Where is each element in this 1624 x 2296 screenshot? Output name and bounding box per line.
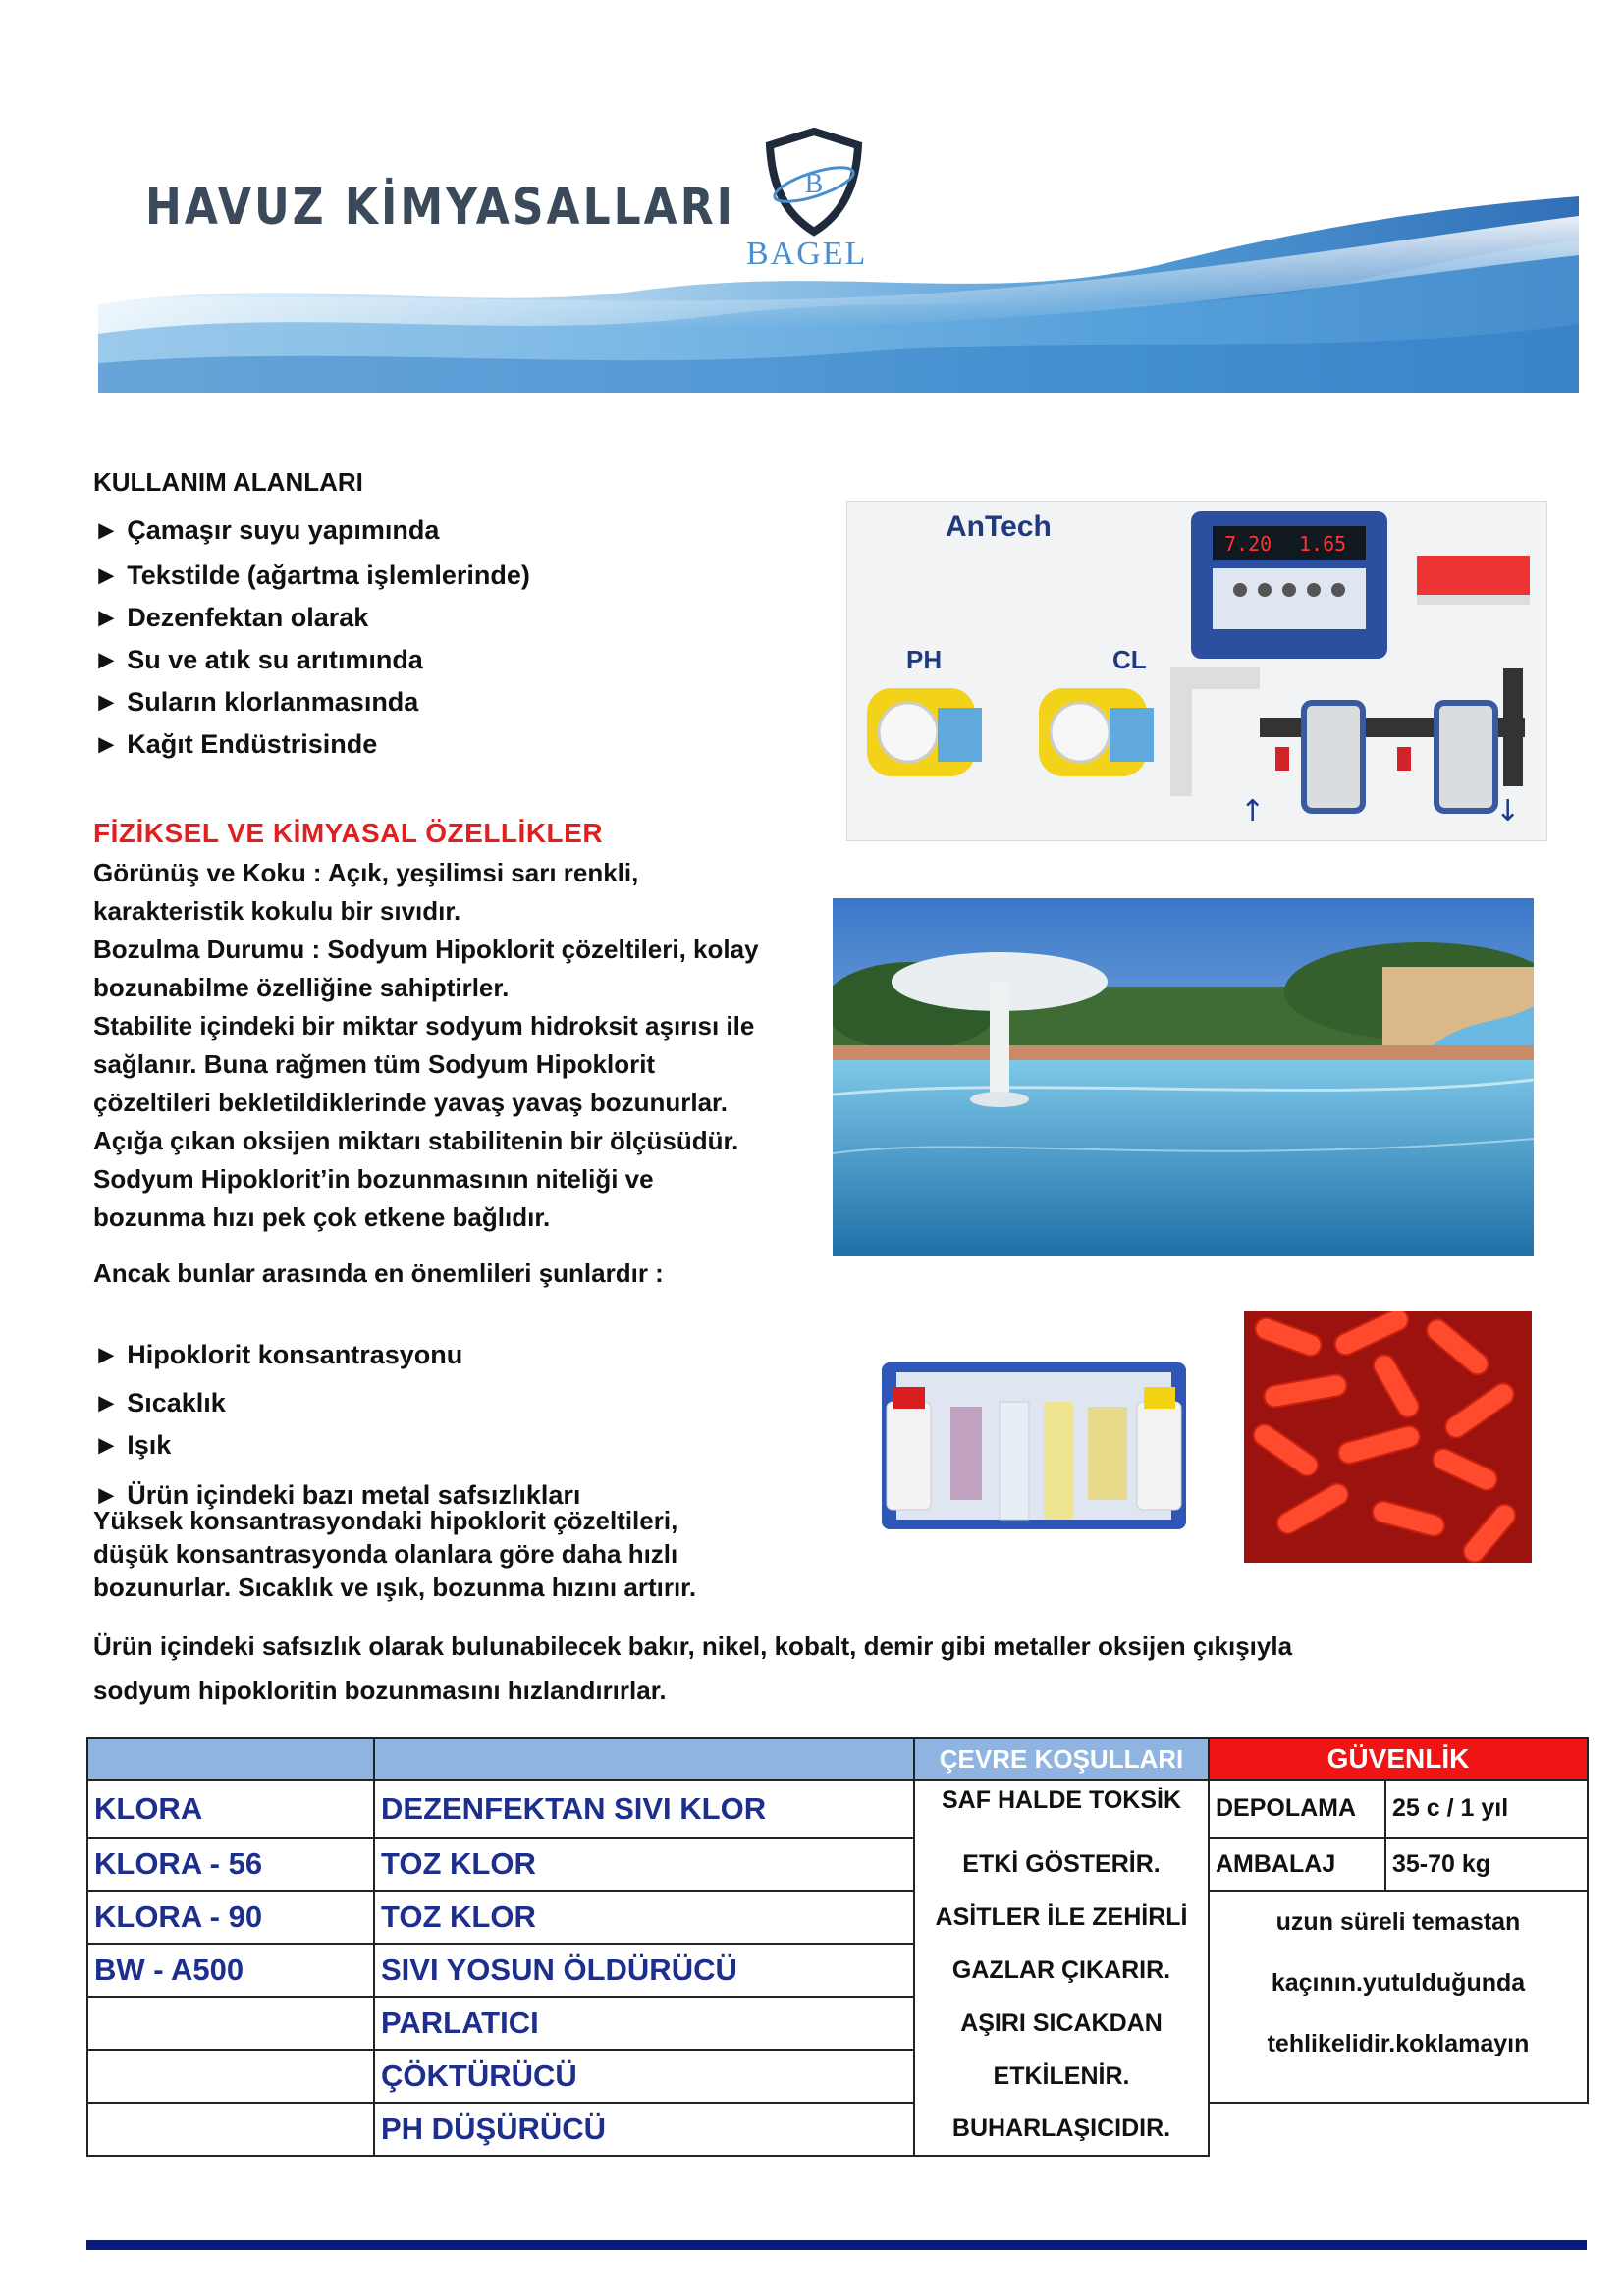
usage-item: ► Dezenfektan olarak <box>93 603 369 632</box>
paragraph-line: düşük konsantrasyonda olanlara göre daha hızlı <box>93 1539 678 1569</box>
usage-heading: KULLANIM ALANLARI <box>93 467 363 497</box>
paragraph-line: Bozulma Durumu : Sodyum Hipoklorit çözeltileri, kolay <box>93 934 759 964</box>
device-brand: AnTech <box>946 510 1052 543</box>
pool-photo <box>833 898 1534 1256</box>
factor-item: ► Hipoklorit konsantrasyonu <box>93 1340 463 1369</box>
paragraph-line: Ürün içindeki safsızlık olarak bulunabilecek bakır, nikel, kobalt, demir gibi metaller oksijen çıkışıyla <box>93 1631 1293 1661</box>
product-name: TOZ KLOR <box>374 1891 914 1944</box>
properties-paragraph <box>93 854 839 1237</box>
paragraph-line: Sodyum Hipoklorit’in bozunmasının niteliği ve <box>93 1164 654 1194</box>
properties-heading: FİZİKSEL VE KİMYASAL ÖZELLİKLER <box>93 818 604 848</box>
product-name: TOZ KLOR <box>374 1838 914 1891</box>
shield-logo-icon <box>762 128 866 238</box>
wide-paragraph <box>93 1625 1292 1713</box>
device-display-left: 7.20 <box>1224 532 1272 556</box>
dosing-device-image <box>846 501 1547 841</box>
table-empty-cell <box>1385 2103 1588 2156</box>
product-name: PH DÜŞÜRÜCÜ <box>374 2103 914 2156</box>
factor-item: ► Sıcaklık <box>93 1388 226 1417</box>
bacteria-photo <box>1244 1311 1532 1563</box>
paragraph-line: Yüksek konsantrasyondaki hipoklorit çözeltileri, <box>93 1506 678 1535</box>
usage-item: ► Su ve atık su arıtımında <box>93 645 423 674</box>
env-line: SAF HALDE TOKSİK <box>914 1780 1209 1838</box>
paragraph-line: karakteristik kokulu bir sıvıdır. <box>93 896 461 926</box>
product-code <box>87 2103 374 2156</box>
paragraph-line: bozunma hızı pek çok etkene bağlıdır. <box>93 1202 551 1232</box>
logo-text: BAGEL <box>746 236 868 272</box>
svg-text:↑: ↑ <box>1240 794 1266 828</box>
safety-note-line: kaçının.yutulduğunda <box>1271 1969 1526 1997</box>
product-code: KLORA - 90 <box>87 1891 374 1944</box>
after-paragraph <box>93 1504 696 1604</box>
product-code: KLORA - 56 <box>87 1838 374 1891</box>
paragraph-line: Stabilite içindeki bir miktar sodyum hidroksit aşırısı ile <box>93 1011 755 1041</box>
paragraph-line: sağlanır. Buna rağmen tüm Sodyum Hipoklorit <box>93 1049 656 1079</box>
storage-label: DEPOLAMA <box>1209 1780 1385 1838</box>
page-title: HAVUZ KİMYASALLARI <box>145 179 735 237</box>
usage-item: ► Kağıt Endüstrisinde <box>93 729 378 759</box>
table-header-blank <box>374 1738 914 1780</box>
factor-item: ► Ürün içindeki bazı metal safsızlıkları <box>93 1480 581 1510</box>
package-label: AMBALAJ <box>1209 1838 1385 1891</box>
safety-note-line: uzun süreli temastan <box>1275 1908 1521 1936</box>
factor-item: ► Işık <box>93 1430 172 1460</box>
product-name: DEZENFEKTAN SIVI KLOR <box>374 1780 914 1838</box>
product-code: BW - A500 <box>87 1944 374 1997</box>
usage-item: ► Suların klorlanmasında <box>93 687 419 717</box>
label-ph: PH <box>906 645 943 674</box>
env-header: ÇEVRE KOŞULLARI <box>914 1738 1209 1780</box>
test-kit-photo <box>842 1308 1219 1593</box>
logo-letter: B <box>804 169 824 199</box>
product-name: SIVI YOSUN ÖLDÜRÜCÜ <box>374 1944 914 1997</box>
paragraph-line: Görünüş ve Koku : Açık, yeşilimsi sarı renkli, <box>93 858 639 887</box>
env-line: GAZLAR ÇIKARIR. <box>914 1944 1209 1997</box>
safety-header: GÜVENLİK <box>1209 1738 1588 1780</box>
paragraph-line: bozunabilme özelliğine sahiptirler. <box>93 973 510 1002</box>
svg-text:↓: ↓ <box>1495 794 1521 828</box>
package-value: 35-70 kg <box>1385 1838 1588 1891</box>
table-header-blank <box>87 1738 374 1780</box>
product-table <box>86 1737 1589 2157</box>
product-name: ÇÖKTÜRÜCÜ <box>374 2050 914 2103</box>
env-line: ETKİLENİR. <box>914 2050 1209 2103</box>
paragraph-line: bozunurlar. Sıcaklık ve ışık, bozunma hızını artırır. <box>93 1573 697 1602</box>
usage-item: ► Tekstilde (ağartma işlemlerinde) <box>93 561 530 590</box>
safety-note-line: tehlikelidir.koklamayın <box>1267 2030 1530 2057</box>
paragraph-line: sodyum hipokloritin bozunmasını hızlandırırlar. <box>93 1676 667 1705</box>
safety-notes <box>1209 1891 1588 2103</box>
product-code: KLORA <box>87 1780 374 1838</box>
storage-value: 25 c / 1 yıl <box>1385 1780 1588 1838</box>
usage-item: ► Çamaşır suyu yapımında <box>93 515 440 545</box>
env-line: ASİTLER İLE ZEHİRLİ <box>914 1891 1209 1944</box>
product-code <box>87 2050 374 2103</box>
paragraph-line: Açığa çıkan oksijen miktarı stabilitenin bir ölçüsüdür. <box>93 1126 739 1155</box>
env-line: BUHARLAŞICIDIR. <box>914 2103 1209 2156</box>
product-code <box>87 1997 374 2050</box>
footer-rule <box>86 2240 1587 2250</box>
product-name: PARLATICI <box>374 1997 914 2050</box>
env-line: AŞIRI SICAKDAN <box>914 1997 1209 2050</box>
env-line: ETKİ GÖSTERİR. <box>914 1838 1209 1891</box>
table-empty-cell <box>1209 2103 1385 2156</box>
device-display-right: 1.65 <box>1299 532 1347 556</box>
paragraph-line: çözeltileri bekletildiklerinde yavaş yavaş bozunurlar. <box>93 1088 728 1117</box>
factors-intro: Ancak bunlar arasında en önemlileri şunlardır : <box>93 1258 664 1288</box>
label-cl: CL <box>1112 645 1147 674</box>
